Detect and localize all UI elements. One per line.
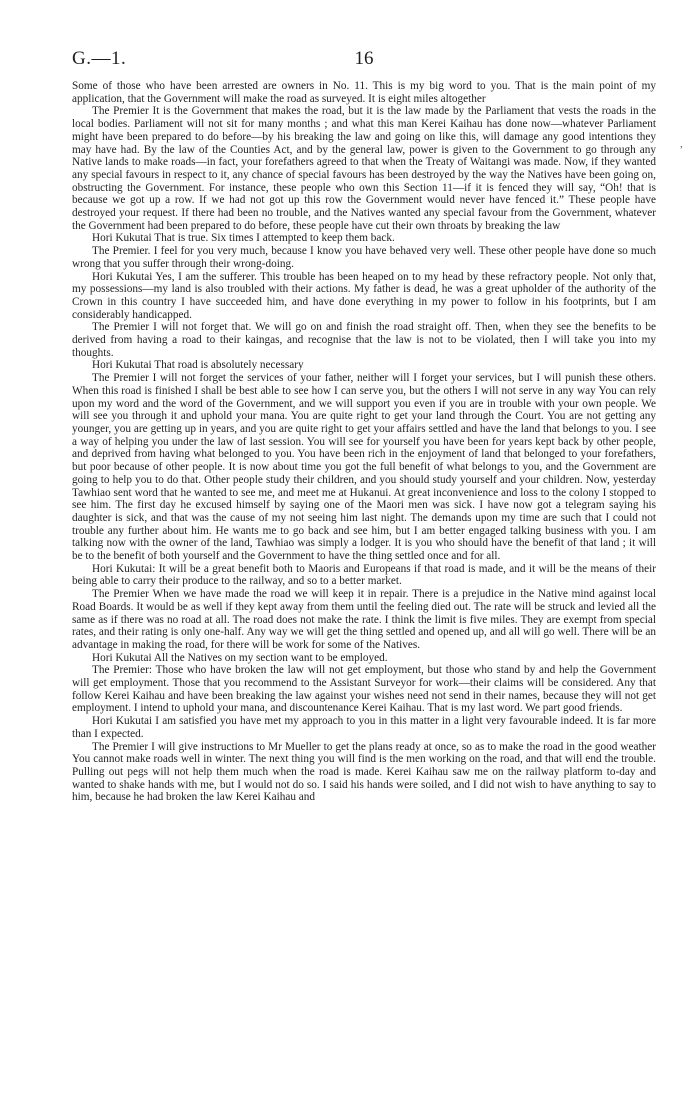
paragraph: The Premier. I feel for you very much, because I know you have behaved very well. These other people have done so much wrong that you suffer through their wrong-doing. — [72, 245, 656, 270]
paragraph: The Premier It is the Government that makes the road, but it is the law made by the Parliament that vests the roads in the local bodies. Parliament will not sit for many months ; and what this man Kerei Kaihau has done now—whatever Parliament might have been prepared to do before—by his breaking the law and going on like this, will damage any good intentions they may have had. By the law of the Counties Act, and by the general law, power is given to the Government to go through any Native lands to make roads—in fact, your forefathers agreed to that when the Treaty of Waitangi was made. Now, if they wanted any special favours in respect to it, any chance of special favours has been destroyed by the way the Natives have been going on, obstructing the Government. For instance, these people who own this Section 11—if it is fenced they will say, “Oh! that is because we got up a row. If we had not got up this row the Government would never have fenced it.” These people have destroyed your request. If there had been no trouble, and the Natives wanted any special favour from the Government, whatever the Government had been prepared to do before, these people have cut their own throats by breaking the law — [72, 105, 656, 232]
page-number: 16 — [354, 48, 374, 69]
paragraph: The Premier: Those who have broken the law will not get employment, but those who stand by and help the Government will get employment. Those that you recommend to the Assistant Surveyor for work—their claims will be considered. Any that follow Kerei Kaihau and have been breaking the law against your wishes need not send in their names, because they will not get employment. I intend to uphold your mana, and discountenance Kerei Kaihau. That is my last word. We part good friends. — [72, 664, 656, 715]
paragraph: Hori Kukutai Yes, I am the sufferer. This trouble has been heaped on to my head by these refractory people. Not only that, my possessions—my land is also troubled with their actions. My father is dead, he was a great upholder of the authority of the Crown in this country I have succeeded him, and have done everything in my power to follow in his footprints, but I am considerably handicapped. — [72, 270, 656, 321]
paragraph: The Premier When we have made the road we will keep it in repair. There is a prejudice in the Native mind against local Road Boards. It would be as well if they kept away from them until the feeling died out. The rate will be struck and levied all the same as if there was no road at all. The road does not make the rate. I think the limit is five miles. They are exempt from special rates, and their rating is only one-half. Any way we will get the thing settled and opened up, and all will go well. There will be an advantage in making the road, for there will be work for some of the Natives. — [72, 588, 656, 651]
paragraph: Hori Kukutai That road is absolutely necessary — [92, 359, 304, 372]
page-header — [72, 48, 656, 74]
margin-mark: , — [680, 138, 683, 150]
paragraph: The Premier I will not forget that. We will go on and finish the road straight off. Then, when they see the benefits to be derived from having a road to their kaingas, and recognise that the law is not to be violated, then I will take you into my thoughts. — [72, 321, 656, 359]
paragraph: Hori Kukutai That is true. Six times I attempted to keep them back. — [92, 232, 395, 245]
report-id: G.—1. — [72, 48, 127, 69]
paragraph: Some of those who have been arrested are owners in No. 11. This is my big word to you. That is the main point of my application, that the Government will make the road as surveyed. It is eight miles altogether — [72, 80, 656, 105]
paragraph: Hori Kukutai I am satisfied you have met my approach to you in this matter in a light very favourable indeed. It is far more than I expected. — [72, 715, 656, 740]
document-body — [72, 80, 656, 804]
paragraph: The Premier I will not forget the services of your father, neither will I forget your services, but I will punish these others. When this road is finished I shall be best able to see how I can serve you, but the others I will not serve in any way You can rely upon my word and the word of the Government, and we will support you even if you are in trouble with your own people. We will see you through it and uphold your mana. You are quite right to get your land through the Court. You are not getting any younger, you are getting up in years, and you are quite right to get your affairs settled and have the land that belongs to you. I see a way of helping you under the law of last session. You will see for yourself you have been for years kept back by other people, and deprived from having what belonged to you. You have been rich in the enjoyment of land that belonged to your forefathers, but poor because of other people. It is now about time you got the full benefit of what belongs to you, and the Government are going to help you to do that. Other people study their children, and you should study yourself and your children. Now, yesterday Tawhiao sent word that he wanted to see me, and meet me at Hukanui. At great inconvenience and loss to the colony I stopped to see him. The first day he excused himself by saying one of the Maori men was sick. I have now got a telegram saying his daughter is sick, and that was the cause of my not seeing him last night. The demands upon my time are such that I could not trouble any further about him. He wants me to go back and see him, but I am better engaged talking business with you. I am talking now with the owner of the land, Tawhiao was simply a lodger. It is you who should have the benefit of that land ; it will be to the benefit of both yourself and the Government to have the thing settled once and for all. — [72, 372, 656, 563]
paragraph: Hori Kukutai: It will be a great benefit both to Maoris and Europeans if that road is made, and it will be the means of their being able to carry their produce to the railway, and so to a better market. — [72, 562, 656, 588]
paragraph: The Premier I will give instructions to Mr Mueller to get the plans ready at once, so as to make the road in the good weather You cannot make roads well in winter. The next thing you will find is the men working on the road, and that will end the trouble. Pulling out pegs will not help them much when the road is made. Kerei Kaihau saw me on the railway platform to-day and wanted to shake hands with me, but I would not do so. I said his hands were soiled, and I did not wish to have anything to say to him, because he had broken the law Kerei Kaihau and — [72, 740, 656, 804]
paragraph: Hori Kukutai All the Natives on my section want to be employed. — [92, 651, 388, 664]
